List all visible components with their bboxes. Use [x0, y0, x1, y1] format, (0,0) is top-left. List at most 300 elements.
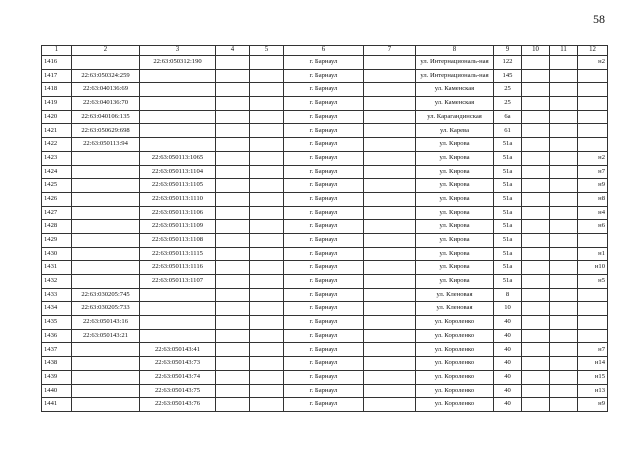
- table-row: [42, 192, 608, 206]
- col-5-cell: [250, 220, 284, 234]
- col-4-cell: [216, 261, 250, 275]
- table-row: [42, 357, 608, 371]
- city-cell: г. Барнаул: [284, 316, 364, 330]
- street-cell: ул. Каменская: [416, 83, 494, 97]
- city-cell: г. Барнаул: [284, 97, 364, 111]
- column-header-6: 6: [284, 46, 364, 56]
- col-4-cell: [216, 247, 250, 261]
- col-7-cell: [364, 97, 416, 111]
- street-cell: ул. Карагандинская: [416, 110, 494, 124]
- row-number-cell: 1439: [42, 370, 72, 384]
- row-number-cell: 1417: [42, 69, 72, 83]
- premises-number-cell: н2: [578, 56, 608, 70]
- col-7-cell: [364, 302, 416, 316]
- col-4-cell: [216, 398, 250, 412]
- col-7-cell: [364, 165, 416, 179]
- col-5-cell: [250, 288, 284, 302]
- street-cell: ул. Короленко: [416, 384, 494, 398]
- col-11-cell: [550, 165, 578, 179]
- premises-cadastral-number-cell: 22:63:050312:190: [140, 56, 216, 70]
- col-10-cell: [522, 220, 550, 234]
- house-number-cell: 51а: [494, 220, 522, 234]
- col-10-cell: [522, 83, 550, 97]
- table-row: [42, 343, 608, 357]
- street-cell: ул. Короленко: [416, 343, 494, 357]
- street-cell: ул. Кирова: [416, 261, 494, 275]
- street-cell: ул. Кирова: [416, 138, 494, 152]
- table-row: [42, 302, 608, 316]
- col-11-cell: [550, 384, 578, 398]
- premises-number-cell: н2: [578, 151, 608, 165]
- row-number-cell: 1424: [42, 165, 72, 179]
- table-row: [42, 206, 608, 220]
- table-row: [42, 288, 608, 302]
- table-row: [42, 233, 608, 247]
- col-5-cell: [250, 302, 284, 316]
- cadastral-number-cell: [72, 275, 140, 289]
- col-4-cell: [216, 165, 250, 179]
- col-5-cell: [250, 247, 284, 261]
- cadastral-number-cell: 22:63:030205:733: [72, 302, 140, 316]
- cadastral-number-cell: [72, 179, 140, 193]
- registry-table: [41, 45, 608, 412]
- col-5-cell: [250, 275, 284, 289]
- row-number-cell: 1425: [42, 179, 72, 193]
- city-cell: г. Барнаул: [284, 151, 364, 165]
- premises-number-cell: н8: [578, 192, 608, 206]
- col-7-cell: [364, 247, 416, 261]
- premises-cadastral-number-cell: [140, 329, 216, 343]
- column-header-7: 7: [364, 46, 416, 56]
- registry-table-container: [41, 45, 608, 412]
- col-4-cell: [216, 138, 250, 152]
- col-10-cell: [522, 357, 550, 371]
- row-number-cell: 1430: [42, 247, 72, 261]
- house-number-cell: 10: [494, 302, 522, 316]
- premises-number-cell: н4: [578, 206, 608, 220]
- house-number-cell: 51а: [494, 179, 522, 193]
- col-5-cell: [250, 316, 284, 330]
- col-7-cell: [364, 343, 416, 357]
- col-10-cell: [522, 302, 550, 316]
- city-cell: г. Барнаул: [284, 233, 364, 247]
- house-number-cell: 40: [494, 384, 522, 398]
- col-5-cell: [250, 384, 284, 398]
- cadastral-number-cell: [72, 261, 140, 275]
- col-11-cell: [550, 370, 578, 384]
- street-cell: ул. Короленко: [416, 329, 494, 343]
- col-4-cell: [216, 110, 250, 124]
- city-cell: г. Барнаул: [284, 192, 364, 206]
- street-cell: ул. Кирова: [416, 179, 494, 193]
- premises-cadastral-number-cell: 22:63:050143:41: [140, 343, 216, 357]
- house-number-cell: 145: [494, 69, 522, 83]
- house-number-cell: 51а: [494, 206, 522, 220]
- col-5-cell: [250, 165, 284, 179]
- premises-number-cell: [578, 302, 608, 316]
- col-4-cell: [216, 288, 250, 302]
- col-11-cell: [550, 56, 578, 70]
- col-11-cell: [550, 398, 578, 412]
- cadastral-number-cell: [72, 206, 140, 220]
- table-row: [42, 370, 608, 384]
- col-11-cell: [550, 357, 578, 371]
- premises-cadastral-number-cell: 22:63:050113:1108: [140, 233, 216, 247]
- city-cell: г. Барнаул: [284, 370, 364, 384]
- cadastral-number-cell: 22:63:050113:94: [72, 138, 140, 152]
- col-10-cell: [522, 206, 550, 220]
- col-11-cell: [550, 316, 578, 330]
- cadastral-number-cell: 22:63:030205:745: [72, 288, 140, 302]
- cadastral-number-cell: [72, 398, 140, 412]
- house-number-cell: 25: [494, 83, 522, 97]
- house-number-cell: 51а: [494, 138, 522, 152]
- col-11-cell: [550, 97, 578, 111]
- premises-number-cell: [578, 110, 608, 124]
- house-number-cell: 61: [494, 124, 522, 138]
- col-5-cell: [250, 69, 284, 83]
- premises-number-cell: [578, 138, 608, 152]
- row-number-cell: 1433: [42, 288, 72, 302]
- city-cell: г. Барнаул: [284, 357, 364, 371]
- premises-cadastral-number-cell: [140, 124, 216, 138]
- col-5-cell: [250, 56, 284, 70]
- city-cell: г. Барнаул: [284, 56, 364, 70]
- city-cell: г. Барнаул: [284, 138, 364, 152]
- table-row: [42, 220, 608, 234]
- table-row: [42, 151, 608, 165]
- col-11-cell: [550, 179, 578, 193]
- cadastral-number-cell: 22:63:040106:135: [72, 110, 140, 124]
- house-number-cell: 40: [494, 343, 522, 357]
- premises-number-cell: н15: [578, 370, 608, 384]
- column-header-3: 3: [140, 46, 216, 56]
- house-number-cell: 122: [494, 56, 522, 70]
- city-cell: г. Барнаул: [284, 247, 364, 261]
- col-4-cell: [216, 302, 250, 316]
- premises-number-cell: н9: [578, 398, 608, 412]
- col-4-cell: [216, 370, 250, 384]
- table-row: [42, 179, 608, 193]
- col-11-cell: [550, 83, 578, 97]
- premises-cadastral-number-cell: 22:63:050113:1110: [140, 192, 216, 206]
- column-header-12: 12: [578, 46, 608, 56]
- table-row: [42, 316, 608, 330]
- house-number-cell: 40: [494, 357, 522, 371]
- column-header-2: 2: [72, 46, 140, 56]
- table-row: [42, 247, 608, 261]
- column-header-1: 1: [42, 46, 72, 56]
- street-cell: ул. Кирова: [416, 192, 494, 206]
- cadastral-number-cell: [72, 220, 140, 234]
- col-10-cell: [522, 138, 550, 152]
- premises-number-cell: н7: [578, 165, 608, 179]
- column-header-9: 9: [494, 46, 522, 56]
- col-11-cell: [550, 151, 578, 165]
- col-7-cell: [364, 220, 416, 234]
- row-number-cell: 1432: [42, 275, 72, 289]
- col-11-cell: [550, 206, 578, 220]
- column-header-4: 4: [216, 46, 250, 56]
- house-number-cell: 51а: [494, 261, 522, 275]
- cadastral-number-cell: [72, 357, 140, 371]
- premises-number-cell: н5: [578, 275, 608, 289]
- table-row: [42, 384, 608, 398]
- table-row: [42, 97, 608, 111]
- table-row: [42, 69, 608, 83]
- col-10-cell: [522, 97, 550, 111]
- cadastral-number-cell: 22:63:050324:259: [72, 69, 140, 83]
- col-5-cell: [250, 97, 284, 111]
- col-7-cell: [364, 179, 416, 193]
- premises-cadastral-number-cell: 22:63:050143:74: [140, 370, 216, 384]
- premises-cadastral-number-cell: [140, 288, 216, 302]
- row-number-cell: 1422: [42, 138, 72, 152]
- premises-number-cell: н7: [578, 343, 608, 357]
- col-11-cell: [550, 220, 578, 234]
- cadastral-number-cell: [72, 343, 140, 357]
- row-number-cell: 1416: [42, 56, 72, 70]
- col-4-cell: [216, 275, 250, 289]
- col-7-cell: [364, 83, 416, 97]
- col-10-cell: [522, 288, 550, 302]
- col-7-cell: [364, 151, 416, 165]
- col-5-cell: [250, 233, 284, 247]
- city-cell: г. Барнаул: [284, 384, 364, 398]
- street-cell: ул. Кирова: [416, 165, 494, 179]
- col-10-cell: [522, 165, 550, 179]
- col-4-cell: [216, 220, 250, 234]
- premises-cadastral-number-cell: 22:63:050113:1109: [140, 220, 216, 234]
- premises-cadastral-number-cell: [140, 138, 216, 152]
- col-7-cell: [364, 233, 416, 247]
- city-cell: г. Барнаул: [284, 124, 364, 138]
- col-5-cell: [250, 261, 284, 275]
- col-4-cell: [216, 343, 250, 357]
- column-header-8: 8: [416, 46, 494, 56]
- cadastral-number-cell: 22:63:040136:70: [72, 97, 140, 111]
- cadastral-number-cell: [72, 247, 140, 261]
- col-7-cell: [364, 398, 416, 412]
- premises-cadastral-number-cell: [140, 83, 216, 97]
- col-10-cell: [522, 329, 550, 343]
- street-cell: ул. Кленовая: [416, 302, 494, 316]
- street-cell: ул. Кленовая: [416, 288, 494, 302]
- row-number-cell: 1440: [42, 384, 72, 398]
- row-number-cell: 1435: [42, 316, 72, 330]
- col-10-cell: [522, 275, 550, 289]
- house-number-cell: 40: [494, 370, 522, 384]
- premises-number-cell: н9: [578, 179, 608, 193]
- col-10-cell: [522, 69, 550, 83]
- premises-cadastral-number-cell: 22:63:050113:1106: [140, 206, 216, 220]
- premises-cadastral-number-cell: [140, 110, 216, 124]
- col-7-cell: [364, 56, 416, 70]
- col-7-cell: [364, 124, 416, 138]
- col-7-cell: [364, 288, 416, 302]
- row-number-cell: 1420: [42, 110, 72, 124]
- street-cell: ул. Кирова: [416, 220, 494, 234]
- col-10-cell: [522, 124, 550, 138]
- premises-cadastral-number-cell: 22:63:050113:1104: [140, 165, 216, 179]
- city-cell: г. Барнаул: [284, 83, 364, 97]
- table-row: [42, 275, 608, 289]
- table-row: [42, 83, 608, 97]
- col-11-cell: [550, 110, 578, 124]
- street-cell: ул. Короленко: [416, 370, 494, 384]
- row-number-cell: 1431: [42, 261, 72, 275]
- col-7-cell: [364, 370, 416, 384]
- col-10-cell: [522, 233, 550, 247]
- premises-cadastral-number-cell: [140, 69, 216, 83]
- city-cell: г. Барнаул: [284, 261, 364, 275]
- col-4-cell: [216, 233, 250, 247]
- premises-number-cell: н6: [578, 220, 608, 234]
- premises-number-cell: [578, 124, 608, 138]
- premises-cadastral-number-cell: 22:63:050113:1115: [140, 247, 216, 261]
- col-10-cell: [522, 261, 550, 275]
- col-4-cell: [216, 206, 250, 220]
- column-number-row: [42, 46, 608, 56]
- street-cell: ул. Кирова: [416, 233, 494, 247]
- table-row: [42, 329, 608, 343]
- cadastral-number-cell: [72, 384, 140, 398]
- premises-cadastral-number-cell: 22:63:050113:1116: [140, 261, 216, 275]
- row-number-cell: 1429: [42, 233, 72, 247]
- column-header-10: 10: [522, 46, 550, 56]
- cadastral-number-cell: 22:63:050143:16: [72, 316, 140, 330]
- house-number-cell: 8: [494, 288, 522, 302]
- col-5-cell: [250, 357, 284, 371]
- cadastral-number-cell: 22:63:050629:698: [72, 124, 140, 138]
- table-row: [42, 138, 608, 152]
- city-cell: г. Барнаул: [284, 288, 364, 302]
- col-11-cell: [550, 69, 578, 83]
- col-4-cell: [216, 357, 250, 371]
- city-cell: г. Барнаул: [284, 329, 364, 343]
- city-cell: г. Барнаул: [284, 302, 364, 316]
- column-header-11: 11: [550, 46, 578, 56]
- col-10-cell: [522, 343, 550, 357]
- row-number-cell: 1426: [42, 192, 72, 206]
- col-5-cell: [250, 151, 284, 165]
- col-10-cell: [522, 398, 550, 412]
- house-number-cell: 25: [494, 97, 522, 111]
- row-number-cell: 1428: [42, 220, 72, 234]
- col-11-cell: [550, 288, 578, 302]
- col-5-cell: [250, 124, 284, 138]
- house-number-cell: 51а: [494, 165, 522, 179]
- premises-cadastral-number-cell: [140, 302, 216, 316]
- premises-number-cell: [578, 69, 608, 83]
- col-11-cell: [550, 138, 578, 152]
- premises-cadastral-number-cell: 22:63:050113:1107: [140, 275, 216, 289]
- house-number-cell: 6а: [494, 110, 522, 124]
- premises-number-cell: [578, 288, 608, 302]
- col-10-cell: [522, 179, 550, 193]
- col-4-cell: [216, 83, 250, 97]
- col-5-cell: [250, 192, 284, 206]
- street-cell: ул. Интернациональ-ная: [416, 69, 494, 83]
- premises-number-cell: н13: [578, 384, 608, 398]
- col-4-cell: [216, 192, 250, 206]
- row-number-cell: 1418: [42, 83, 72, 97]
- row-number-cell: 1421: [42, 124, 72, 138]
- row-number-cell: 1434: [42, 302, 72, 316]
- row-number-cell: 1423: [42, 151, 72, 165]
- house-number-cell: 51а: [494, 275, 522, 289]
- col-10-cell: [522, 384, 550, 398]
- cadastral-number-cell: [72, 56, 140, 70]
- table-row: [42, 110, 608, 124]
- cadastral-number-cell: [72, 370, 140, 384]
- city-cell: г. Барнаул: [284, 165, 364, 179]
- col-4-cell: [216, 124, 250, 138]
- col-11-cell: [550, 247, 578, 261]
- col-11-cell: [550, 302, 578, 316]
- house-number-cell: 40: [494, 316, 522, 330]
- col-4-cell: [216, 56, 250, 70]
- page-number: 58: [593, 12, 605, 26]
- cadastral-number-cell: [72, 165, 140, 179]
- col-5-cell: [250, 398, 284, 412]
- col-5-cell: [250, 110, 284, 124]
- col-7-cell: [364, 192, 416, 206]
- house-number-cell: 40: [494, 329, 522, 343]
- col-5-cell: [250, 179, 284, 193]
- table-row: [42, 165, 608, 179]
- col-4-cell: [216, 151, 250, 165]
- col-11-cell: [550, 261, 578, 275]
- premises-number-cell: н1: [578, 247, 608, 261]
- house-number-cell: 40: [494, 398, 522, 412]
- col-7-cell: [364, 357, 416, 371]
- cadastral-number-cell: 22:63:040136:69: [72, 83, 140, 97]
- premises-number-cell: [578, 83, 608, 97]
- row-number-cell: 1427: [42, 206, 72, 220]
- street-cell: ул. Каменская: [416, 97, 494, 111]
- col-11-cell: [550, 192, 578, 206]
- col-7-cell: [364, 110, 416, 124]
- col-10-cell: [522, 192, 550, 206]
- col-5-cell: [250, 206, 284, 220]
- col-7-cell: [364, 384, 416, 398]
- cadastral-number-cell: [72, 151, 140, 165]
- col-4-cell: [216, 179, 250, 193]
- table-body: [42, 56, 608, 412]
- row-number-cell: 1436: [42, 329, 72, 343]
- col-10-cell: [522, 247, 550, 261]
- street-cell: ул. Короленко: [416, 398, 494, 412]
- street-cell: ул. Короленко: [416, 357, 494, 371]
- table-row: [42, 56, 608, 70]
- column-header-5: 5: [250, 46, 284, 56]
- col-5-cell: [250, 329, 284, 343]
- col-4-cell: [216, 329, 250, 343]
- city-cell: г. Барнаул: [284, 343, 364, 357]
- city-cell: г. Барнаул: [284, 275, 364, 289]
- house-number-cell: 51а: [494, 151, 522, 165]
- col-11-cell: [550, 124, 578, 138]
- col-4-cell: [216, 69, 250, 83]
- street-cell: ул. Кирова: [416, 151, 494, 165]
- street-cell: ул. Короленко: [416, 316, 494, 330]
- cadastral-number-cell: 22:63:050143:21: [72, 329, 140, 343]
- premises-number-cell: [578, 316, 608, 330]
- col-4-cell: [216, 384, 250, 398]
- premises-number-cell: [578, 97, 608, 111]
- city-cell: г. Барнаул: [284, 110, 364, 124]
